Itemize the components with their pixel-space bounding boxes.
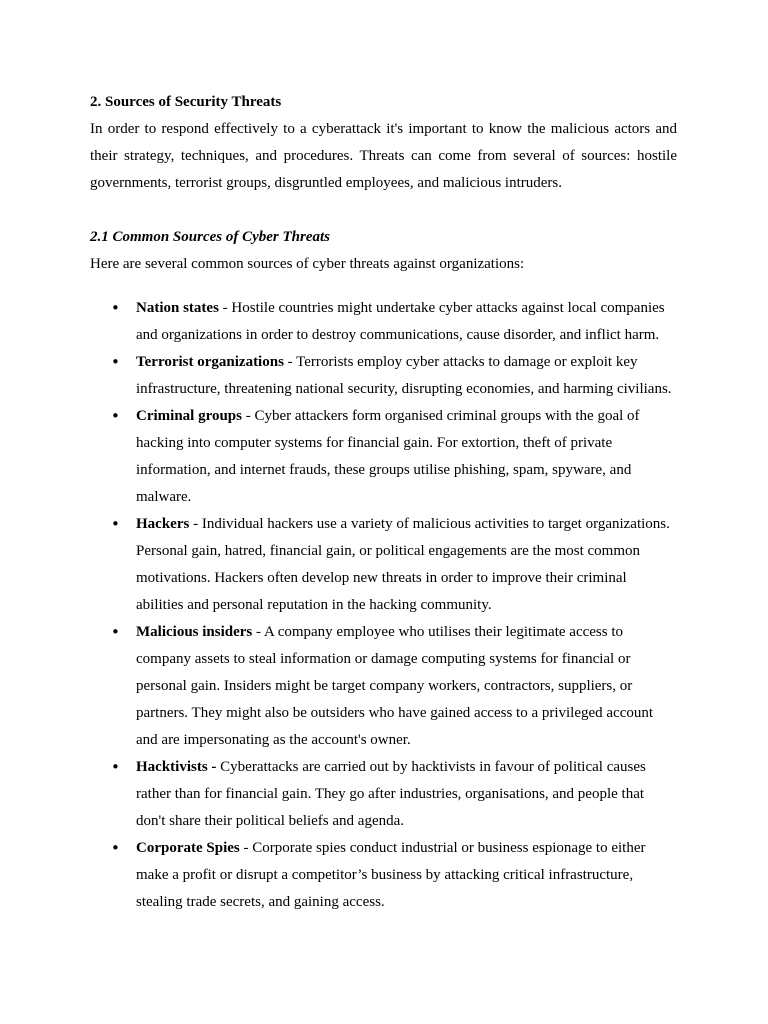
list-item-separator: - bbox=[189, 516, 202, 532]
section-paragraph: In order to respond effectively to a cyberattack it's important to know the malicious actors and their strategy, techniques, and procedures. Threats can come from several of sources: hostile governments, terrorist groups, disgruntled employees, and malicious intruders. bbox=[90, 121, 677, 191]
list-item-text: Corporate spies conduct industrial or business espionage to either make a profit or disrupt a competitor’s business by attacking critical infrastructure, stealing trade secrets, and gaining access. bbox=[136, 840, 646, 910]
section-title: 2. Sources of Security Threats bbox=[90, 94, 282, 110]
document-page bbox=[90, 89, 677, 916]
bullet-icon: • bbox=[111, 839, 120, 857]
list-item-malicious-insiders bbox=[90, 619, 677, 754]
list-item-criminal-groups bbox=[90, 403, 677, 511]
list-item-separator: - bbox=[252, 624, 264, 640]
list-item-text: Individual hackers use a variety of malicious activities to target organizations. Personal gain, hatred, financial gain, or political engagements are the most common motivations. Hackers often develop new threats in order to improve their criminal abilities and personal reputation in the hacking community. bbox=[136, 516, 670, 613]
bullet-icon: • bbox=[111, 623, 120, 641]
list-item-text: Cyberattacks are carried out by hacktivists in favour of political causes rather than for financial gain. They go after industries, organisations, and people that don't share their political beliefs and agenda. bbox=[136, 759, 646, 829]
list-item-corporate-spies bbox=[90, 835, 677, 916]
threat-sources-list bbox=[90, 295, 677, 916]
bullet-icon: • bbox=[111, 515, 120, 533]
list-item-term: Corporate Spies bbox=[136, 840, 240, 856]
bullet-icon: • bbox=[111, 758, 120, 776]
list-item-separator: - bbox=[218, 300, 232, 316]
list-item-term: Nation states bbox=[136, 300, 219, 316]
list-item-nation-states bbox=[90, 295, 677, 349]
list-item-separator: - bbox=[283, 354, 297, 370]
list-item-hacktivists bbox=[90, 754, 677, 835]
bullet-icon: • bbox=[111, 299, 120, 317]
list-item-term: Hackers bbox=[136, 516, 190, 532]
bullet-icon: • bbox=[111, 353, 120, 371]
list-item-terrorist-organizations bbox=[90, 349, 677, 403]
list-item-text: Terrorists employ cyber attacks to damage or exploit key infrastructure, threatening national security, disrupting economies, and harming civilians. bbox=[136, 354, 672, 397]
subsection-title: 2.1 Common Sources of Cyber Threats bbox=[90, 229, 331, 245]
list-item-text: Hostile countries might undertake cyber attacks against local companies and organizations in order to destroy communications, cause disorder, and inflict harm. bbox=[136, 300, 665, 343]
list-item-separator: - bbox=[239, 840, 253, 856]
list-item-term: Criminal groups bbox=[136, 408, 242, 424]
list-item-separator: - bbox=[242, 408, 255, 424]
list-item-term: Terrorist organizations bbox=[136, 354, 284, 370]
list-item-text: Cyber attackers form organised criminal groups with the goal of hacking into computer systems for financial gain. For extortion, theft of private information, and internet frauds, these groups utilise phishing, spam, spyware, and malware. bbox=[136, 408, 640, 505]
bullet-icon: • bbox=[111, 407, 120, 425]
list-item-term: Malicious insiders bbox=[136, 624, 253, 640]
list-item-hackers bbox=[90, 511, 677, 619]
list-item-text: A company employee who utilises their legitimate access to company assets to steal information or damage computing systems for financial or personal gain. Insiders might be target company workers, contractors, suppliers, or partners. They might also be outsiders who have gained access to a privileged account and are impersonating as the account's owner. bbox=[136, 624, 654, 748]
subsection-intro: Here are several common sources of cyber threats against organizations: bbox=[90, 256, 525, 272]
list-item-term: Hacktivists - bbox=[136, 759, 217, 775]
